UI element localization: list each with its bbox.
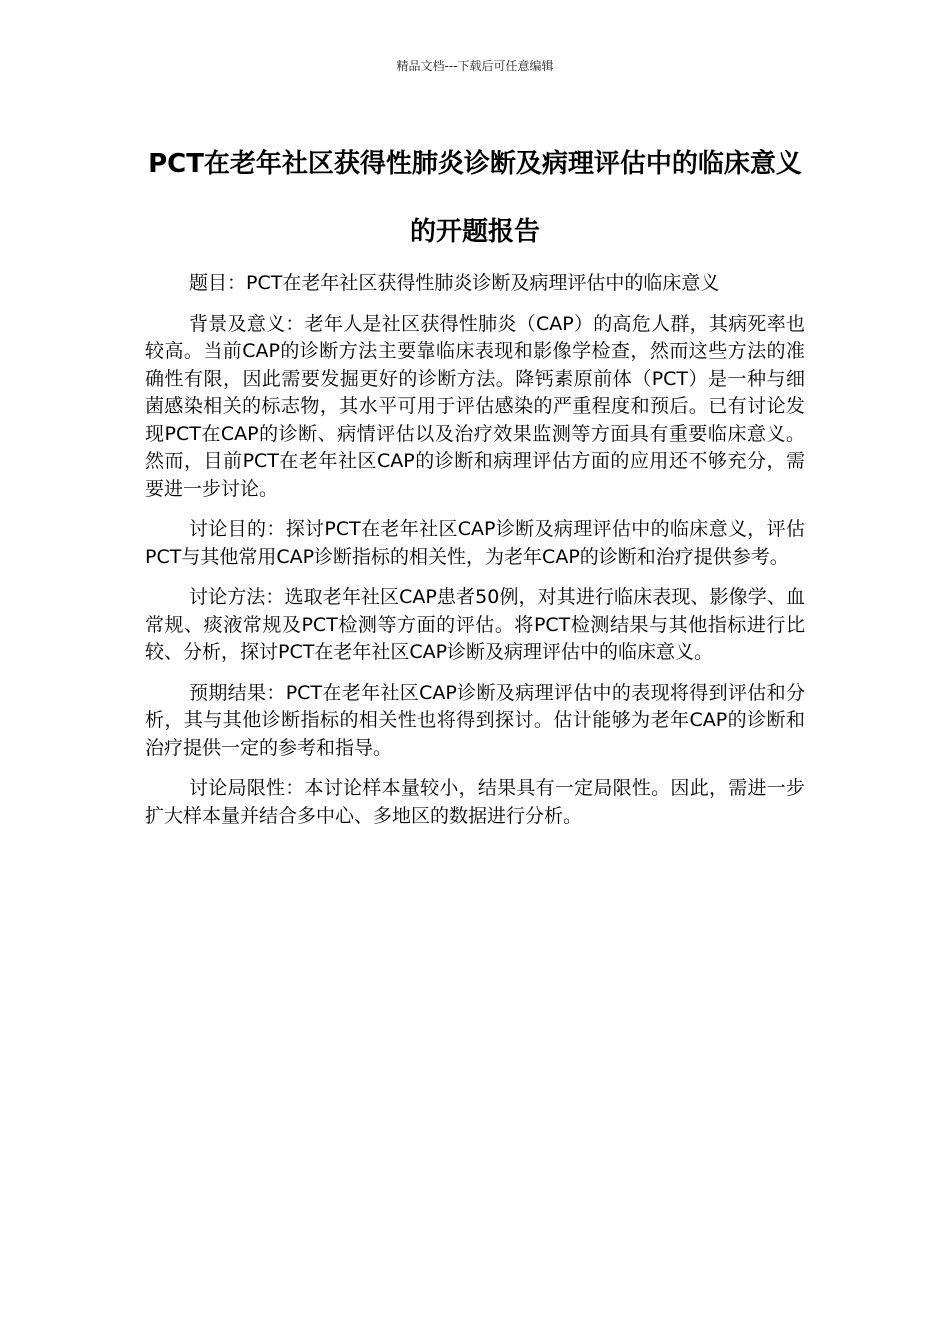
section-objective bbox=[145, 516, 805, 571]
section-background bbox=[145, 311, 805, 504]
section-objective-label: 讨论目的： bbox=[189, 518, 286, 540]
section-expected-results bbox=[145, 680, 805, 763]
section-method bbox=[145, 584, 805, 667]
section-expected-results-label: 预期结果： bbox=[189, 681, 286, 704]
section-limitations-label: 讨论局限性： bbox=[189, 777, 305, 799]
section-background-label: 背景及意义： bbox=[189, 312, 305, 335]
document-body bbox=[145, 270, 805, 843]
section-method-label: 讨论方法： bbox=[189, 586, 285, 608]
section-topic-text: PCT在老年社区获得性肺炎诊断及病理评估中的临床意义 bbox=[246, 272, 720, 294]
section-topic bbox=[145, 270, 805, 298]
document-title: PCT在老年社区获得性肺炎诊断及病理评估中的临床意义的开题报告 bbox=[148, 149, 802, 247]
section-limitations bbox=[145, 775, 805, 830]
section-background-text: 老年人是社区获得性肺炎（CAP）的高危人群，其病死率也较高。当前CAP的诊断方法主要靠临床表现和影像学检查，然而这些方法的准确性有限，因此需要发掘更好的诊断方法。降钙素原前体（PCT）是一种与细菌感染相关的标志物，其水平可用于评估感染的严重程度和预后。已有讨论发现PCT在CAP的诊断、病情评估以及治疗效果监测等方面具有重要临床意义。然而，目前PCT在老年社区CAP的诊断和病理评估方面的应用还不够充分，需要进一步讨论。 bbox=[145, 312, 805, 500]
page-header-note: 精品文档---下载后可任意编辑 bbox=[396, 59, 554, 73]
section-method-text: 选取老年社区CAP患者50例，对其进行临床表现、影像学、血常规、痰液常规及PCT检测等方面的评估。将PCT检测结果与其他指标进行比较、分析，探讨PCT在老年社区CAP诊断及病理评估中的临床意义。 bbox=[145, 586, 805, 663]
section-expected-results-text: PCT在老年社区CAP诊断及病理评估中的表现将得到评估和分析，其与其他诊断指标的相关性也将得到探讨。估计能够为老年CAP的诊断和治疗提供一定的参考和指导。 bbox=[145, 681, 805, 759]
section-objective-text: 探讨PCT在老年社区CAP诊断及病理评估中的临床意义，评估PCT与其他常用CAP诊断指标的相关性，为老年CAP的诊断和治疗提供参考。 bbox=[145, 518, 805, 568]
section-limitations-text: 本讨论样本量较小，结果具有一定局限性。因此，需进一步扩大样本量并结合多中心、多地区的数据进行分析。 bbox=[145, 777, 805, 827]
section-topic-label: 题目： bbox=[189, 272, 247, 294]
